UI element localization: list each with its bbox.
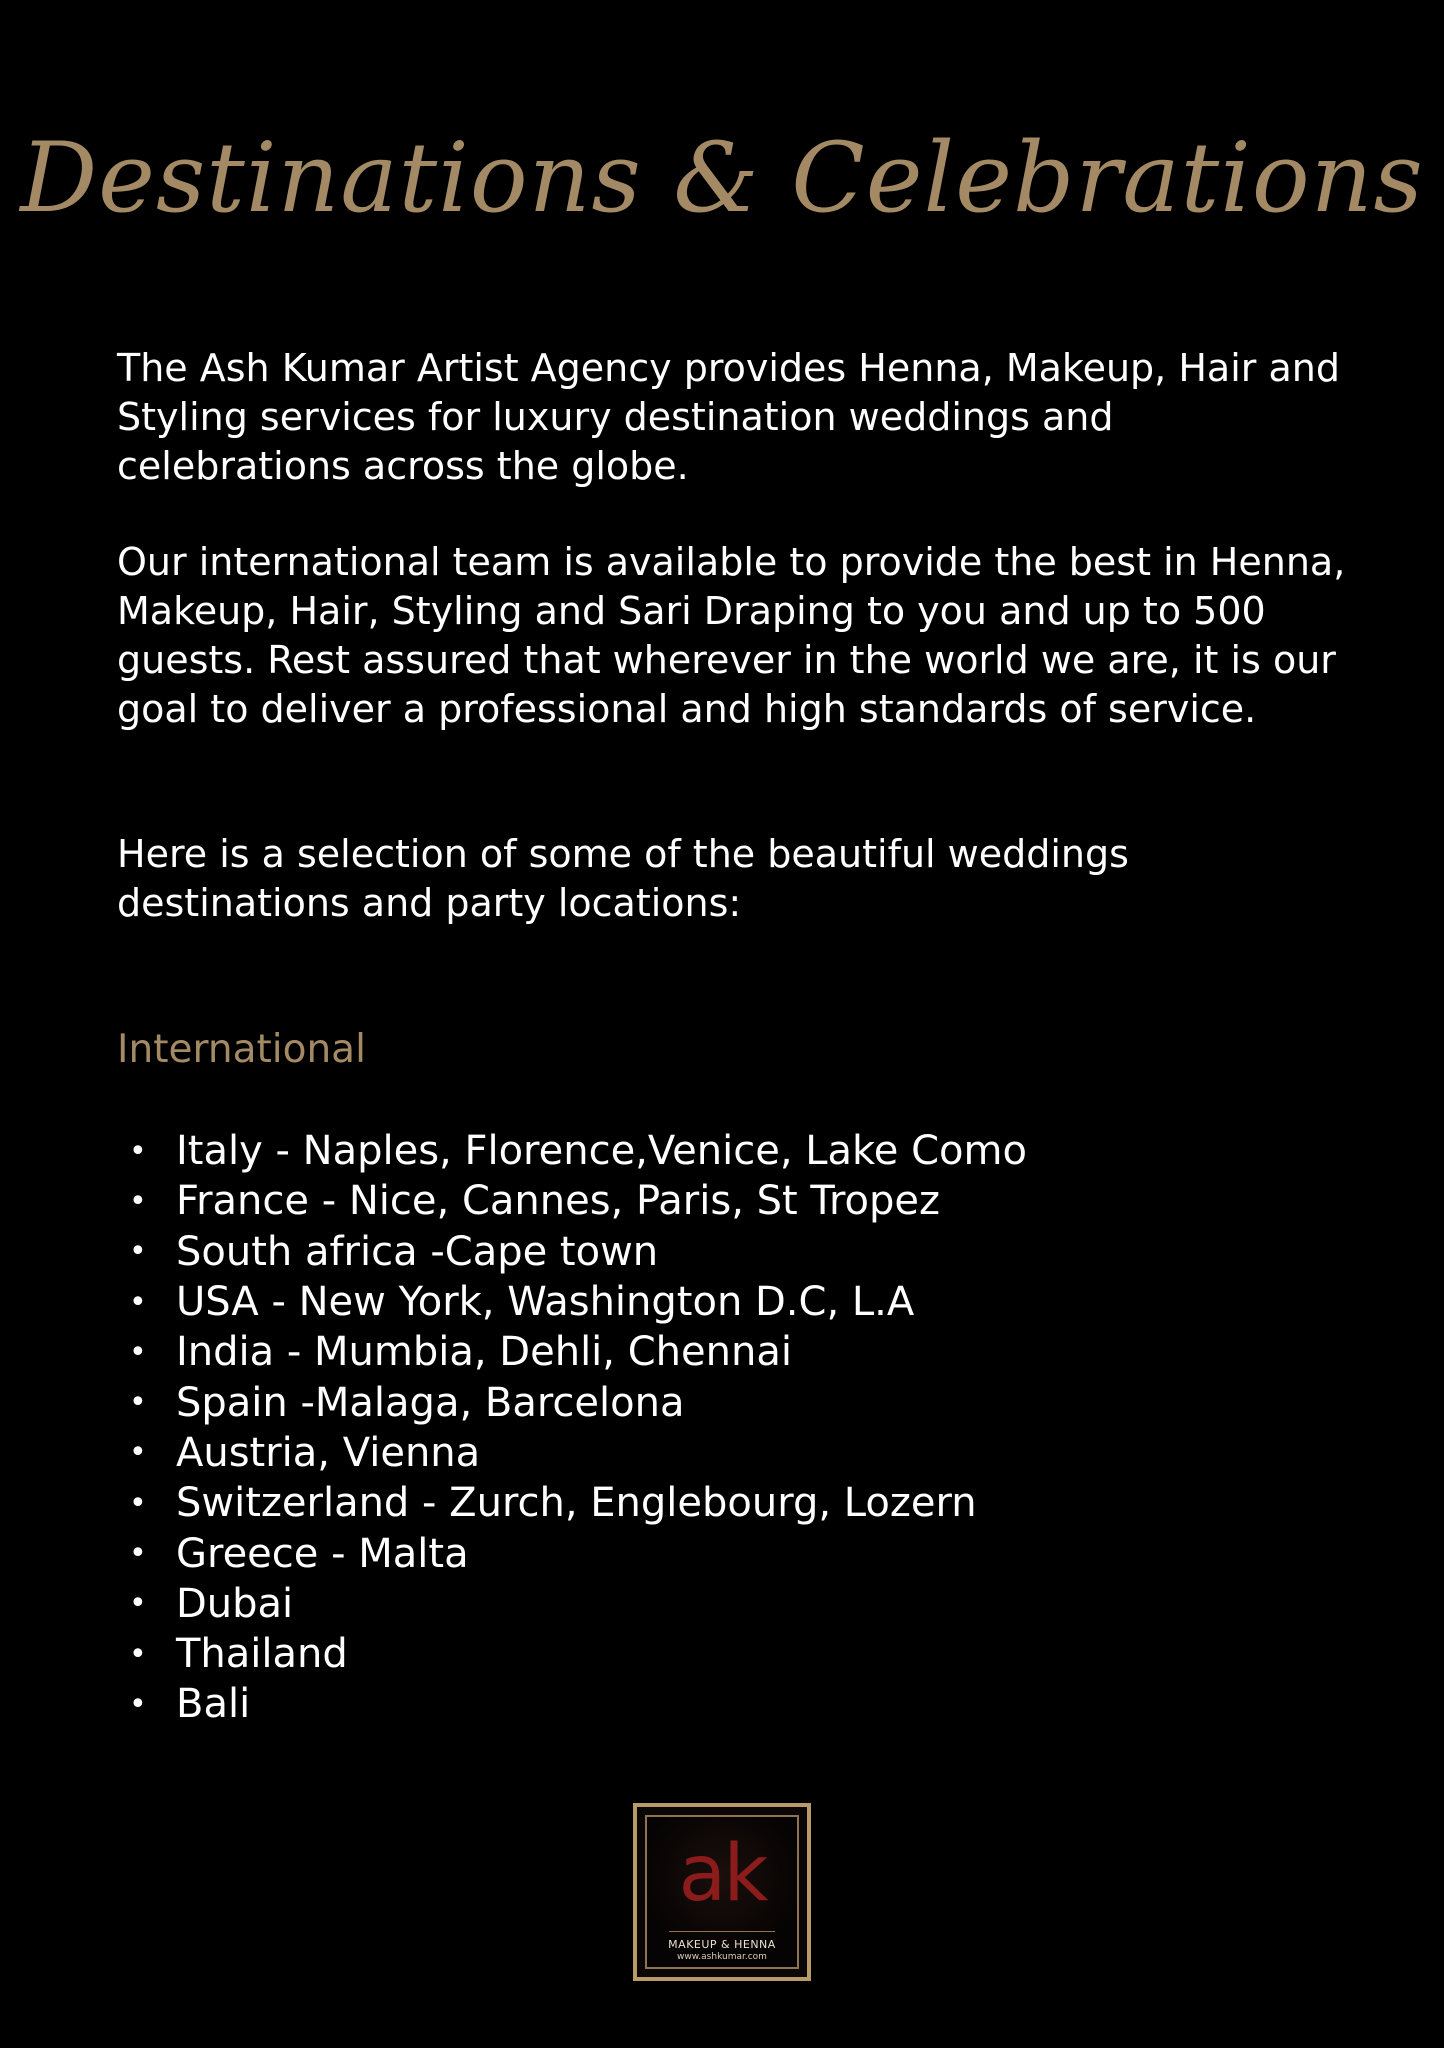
destination-label: India - Mumbia, Dehli, Chennai	[176, 1329, 792, 1376]
bullet-icon: •	[129, 1183, 147, 1219]
destination-list	[117, 1126, 1027, 1730]
list-item	[117, 1528, 1027, 1578]
destination-label: Greece - Malta	[176, 1530, 469, 1577]
destination-label: Bali	[176, 1681, 251, 1728]
destination-label: Dubai	[176, 1580, 294, 1627]
list-item	[117, 1629, 1027, 1679]
list-item	[117, 1428, 1027, 1478]
list-item	[117, 1126, 1027, 1176]
bullet-icon: •	[129, 1234, 147, 1270]
intro-paragraph: The Ash Kumar Artist Agency provides Henna, Makeup, Hair and Styling services for luxury destination weddings and celebrations across the globe.	[117, 346, 1340, 488]
bullet-icon: •	[129, 1133, 147, 1169]
ak-logo	[633, 1803, 811, 1981]
list-item	[117, 1327, 1027, 1377]
logo-divider	[669, 1931, 775, 1932]
list-item	[117, 1579, 1027, 1629]
section-heading-international: International	[117, 1027, 366, 1072]
logo-frame	[645, 1815, 799, 1969]
list-item	[117, 1176, 1027, 1226]
list-item	[117, 1478, 1027, 1528]
page-title: Destinations & Celebrations	[20, 122, 1424, 234]
bullet-icon: •	[129, 1686, 147, 1722]
bullet-icon: •	[129, 1586, 147, 1622]
destination-label: Switzerland - Zurch, Englebourg, Lozern	[176, 1480, 977, 1527]
destination-label: France - Nice, Cannes, Paris, St Tropez	[176, 1178, 941, 1225]
destination-label: Austria, Vienna	[176, 1429, 481, 1476]
destination-label: Thailand	[176, 1631, 348, 1678]
bullet-icon: •	[129, 1636, 147, 1672]
bullet-icon: •	[129, 1284, 147, 1320]
logo-mark: ak	[678, 1829, 766, 1919]
list-item	[117, 1377, 1027, 1427]
list-item	[117, 1227, 1027, 1277]
team-paragraph: Our international team is available to provide the best in Henna, Makeup, Hair, Styling and Sari Draping to you and up to 500 guests. Rest assured that wherever in the world we are, it is our goal to deliver a professional and high standards of service.	[117, 540, 1346, 731]
destination-label: South africa -Cape town	[176, 1228, 659, 1275]
destination-label: USA - New York, Washington D.C, L.A	[176, 1279, 915, 1326]
logo-url: www.ashkumar.com	[677, 1952, 767, 1962]
destination-label: Italy - Naples, Florence,Venice, Lake Como	[176, 1128, 1027, 1175]
bullet-icon: •	[129, 1485, 147, 1521]
list-item	[117, 1277, 1027, 1327]
logo-tagline: MAKEUP & HENNA	[668, 1938, 776, 1951]
destination-label: Spain -Malaga, Barcelona	[176, 1379, 685, 1426]
bullet-icon: •	[129, 1385, 147, 1421]
selection-paragraph: Here is a selection of some of the beautiful weddings destinations and party locations:	[117, 832, 1129, 925]
bullet-icon: •	[129, 1536, 147, 1572]
list-item	[117, 1679, 1027, 1729]
bullet-icon: •	[129, 1435, 147, 1471]
bullet-icon: •	[129, 1334, 147, 1370]
